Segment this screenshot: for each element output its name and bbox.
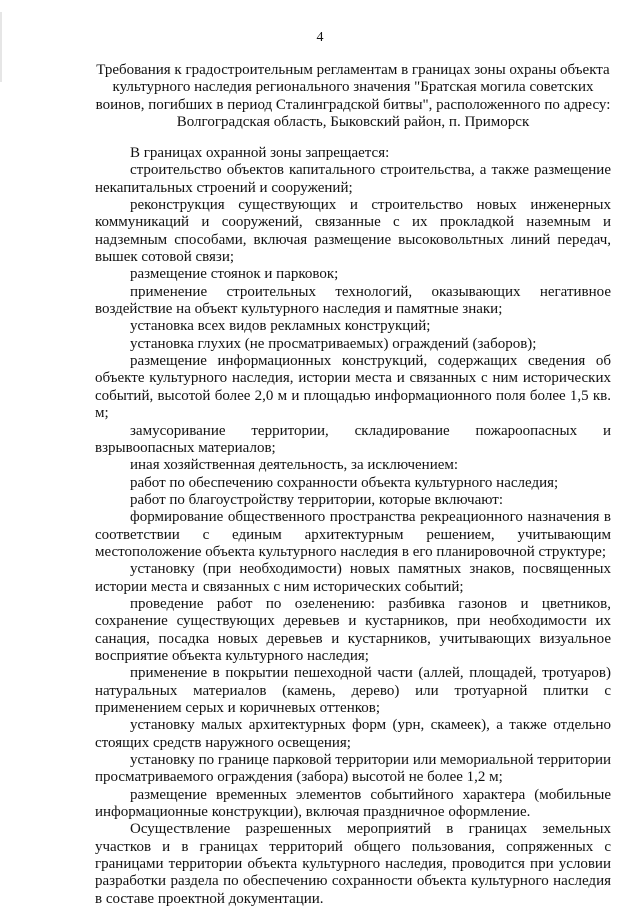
- body-paragraph: иная хозяйственная деятельность, за исключением:: [130, 457, 459, 474]
- body-paragraph: строительство объектов капитального строительства, а также размещение некапитальных строений и сооружений;: [95, 162, 611, 196]
- body-paragraph: В границах охранной зоны запрещается:: [130, 145, 390, 161]
- body-paragraph: применение строительных технологий, оказывающих негативное воздействие на объект культурного наследия и памятные знаки;: [95, 283, 611, 318]
- body-paragraph: установку (при необходимости) новых памятных знаков, посвященных истории места и связанных с ним исторических событий;: [95, 561, 611, 595]
- body-paragraph: установку малых архитектурных форм (урн, скамеек), а также отдельно стоящих средств наружного освещения;: [95, 717, 611, 751]
- body-paragraph: формирование общественного пространства рекреационного назначения в соответствии с единым архитектурным решением, учитывающим местоположение объекта культурного наследия в его планировочной структуре;: [95, 509, 611, 560]
- body-paragraph: применение в покрытии пешеходной части (аллей, площадей, тротуаров) натуральных материалов (камень, дерево) или тротуарной плитки с применением серых и коричневых оттенков;: [95, 665, 611, 716]
- page-number: 4: [316, 30, 324, 45]
- body-paragraph: размещение информационных конструкций, содержащих сведения об объекте культурного наследия, истории места и связанных с ним исторических событий, высотой более 2,0 м и площадью информационного поля более 1,5 кв. м;: [95, 353, 611, 422]
- body-paragraph: работ по обеспечению сохранности объекта культурного наследия;: [130, 474, 559, 491]
- body-paragraph: проведение работ по озеленению: разбивка газонов и цветников, сохранение существующих деревьев и кустарников, при необходимости их санация, посадка новых деревьев и кустарников, учитывающих визуальное восприятие объекта культурного наследия;: [95, 595, 611, 664]
- body-paragraph: размещение стоянок и парковок;: [130, 266, 339, 283]
- body-paragraph: установка всех видов рекламных конструкций;: [130, 318, 431, 335]
- body-paragraph: размещение временных элементов событийного характера (мобильные информационные конструкции), включая праздничное оформление.: [95, 786, 611, 821]
- body-paragraph: реконструкция существующих и строительство новых инженерных коммуникаций и сооружений, связанные с их прокладкой наземным и надземным способами, включая размещение высоковольтных линий передач, вышек сотовой связи;: [95, 197, 611, 266]
- body-paragraph: установку по границе парковой территории или мемориальной территории просматриваемого ограждения (забора) высотой не более 1,2 м;: [95, 752, 611, 786]
- body-paragraph: работ по благоустройству территории, которые включают:: [130, 491, 503, 508]
- body-paragraph: Осуществление разрешенных мероприятий в границах земельных участков и в границах территорий общего пользования, сопряженных с границами территории объекта культурного наследия, проводится при условии разработки раздела по обеспечению сохранности объекта культурного наследия в составе проектной документации.: [95, 821, 611, 907]
- document-body: [95, 145, 611, 908]
- body-paragraph: установка глухих (не просматриваемых) ограждений (заборов);: [130, 335, 537, 352]
- document-title: Требования к градостроительным регламентам в границах зоны охраны объекта культурного наследия регионального значения "Братская могила советских воинов, погибших в период Сталинградской битвы", расположенного по адресу: Волгоградская область, Быковский район, п. Приморск: [95, 62, 611, 131]
- scan-edge-mark: [0, 12, 2, 82]
- body-paragraph: замусоривание территории, складирование пожароопасных и взрывоопасных материалов;: [95, 422, 611, 456]
